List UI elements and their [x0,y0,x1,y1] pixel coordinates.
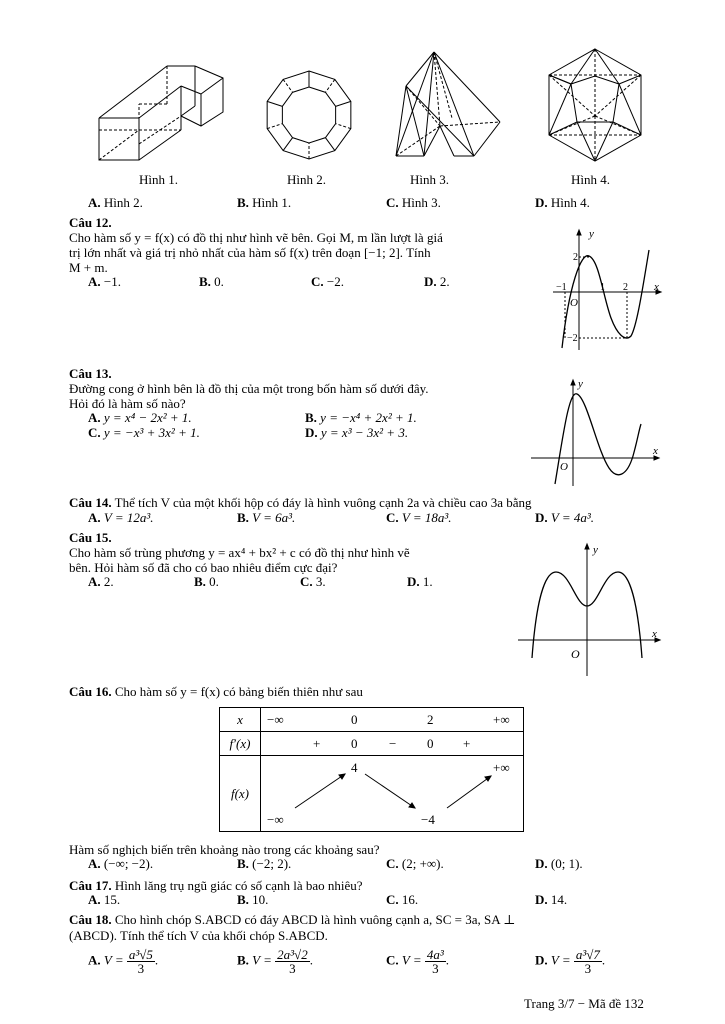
vt-x-pos-inf: +∞ [493,712,510,727]
q12-option-a[interactable]: A. −1. [88,274,121,289]
vt-x-label: x [220,708,261,732]
q17-option-a[interactable]: A. 15. [88,892,121,907]
q14-title: Câu 14. [69,495,112,510]
q11-option-c[interactable]: C. Hình 3. [386,195,441,210]
vt-x-row [261,708,524,732]
vt-arrow-up-2 [447,776,491,808]
q18-option-c[interactable]: C. V = $\frac{\text{4a³}}{3}$ . [386,947,450,976]
q16-option-c[interactable]: C. (2; +∞). [386,856,444,871]
q13-graph-origin: O [560,461,568,473]
q13-option-c[interactable]: C. y = −x³ + 3x² + 1. [88,425,200,440]
q15-option-b[interactable]: B. 0. [194,574,219,589]
q15-title: Câu 15. [69,530,112,545]
q12-graph-tick-x1: 1 [600,282,605,293]
vt-arrows [261,756,523,832]
vt-x-neg-inf: −∞ [267,712,284,727]
vt-fp-sign-3: + [463,736,471,751]
q12-graph-tick-ym2: −2 [567,333,578,344]
vt-f-pos-inf: +∞ [493,760,510,775]
figure-1-solid [95,58,235,168]
page-footer: Trang 3/7 − Mã đề 132 [524,996,644,1011]
q13-graph-y-label: y [578,378,583,390]
q18-option-b-fraction: $\frac{\text{2a³√2}}{3}$ [277,947,308,976]
figure-caption-2: Hình 2. [287,172,326,187]
q15-graph-origin: O [571,647,580,661]
q13-graph-x-label: x [653,445,658,457]
vt-fp-row [261,732,524,756]
vt-fp-zero-2: 0 [427,736,434,751]
q14-option-c[interactable]: C. V = 18a³. [386,510,452,525]
q15-option-a[interactable]: A. 2. [88,574,114,589]
q11-option-b[interactable]: B. Hình 1. [237,195,292,210]
q11-option-a[interactable]: A. Hình 2. [88,195,143,210]
q15-option-d[interactable]: D. 1. [407,574,433,589]
figure-caption-1: Hình 1. [139,172,178,187]
q15-graph [514,540,664,678]
q15-graph-x-label: x [652,628,657,640]
vt-fp-zero-1: 0 [351,736,358,751]
q12-text-line-3: M + m. [69,260,108,275]
q18-option-a-fraction: $\frac{\text{a³√5}}{3}$ [128,947,153,976]
figure-caption-4: Hình 4. [571,172,610,187]
q17-option-c[interactable]: C. 16. [386,892,419,907]
q16-text: Cho hàm số y = f(x) có bảng biến thiên như sau [114,684,363,699]
figure-caption-3: Hình 3. [410,172,449,187]
vt-fp-sign-2: − [389,736,397,751]
vt-f-row [261,756,524,832]
q17-title: Câu 17. [69,878,112,893]
q15-option-c[interactable]: C. 3. [300,574,326,589]
q16-option-d[interactable]: D. (0; 1). [535,856,583,871]
figure-4-icosahedron [543,46,647,164]
q13-text-line-1: Đường cong ở hình bên là đồ thị của một trong bốn hàm số dưới đây. [69,381,429,396]
variation-table [219,707,524,832]
vt-f-label: f(x) [220,756,261,832]
q17-option-d[interactable]: D. 14. [535,892,568,907]
figure-3-pyramid-solid [392,48,502,158]
vt-fp-sign-1: + [313,736,321,751]
q13-option-a[interactable]: A. y = x⁴ − 2x² + 1. [88,410,192,425]
vt-x-2: 2 [427,712,434,727]
q12-option-b[interactable]: B. 0. [199,274,224,289]
q12-graph-origin: O [570,297,578,309]
vt-f-min: −4 [421,812,435,827]
q18-option-a[interactable]: A. V = $\frac{\text{a³√5}}{3}$ . [88,947,159,976]
q17-option-b[interactable]: B. 10. [237,892,269,907]
q14-option-a[interactable]: A. V = 12a³. [88,510,154,525]
q11-option-d[interactable]: D. Hình 4. [535,195,590,210]
q14-question [69,495,532,510]
vt-f-neg-inf: −∞ [267,812,284,827]
figure-2-dodecahedron [262,68,356,162]
q17-text: Hình lăng trụ ngũ giác có số cạnh là bao nhiêu? [114,878,363,893]
q17-question [69,878,363,893]
q12-graph-y-label: y [589,228,594,240]
q12-text-line-2: trị lớn nhất và giá trị nhỏ nhất của hàm số f(x) trên đoạn [−1; 2]. Tính [69,245,431,260]
q12-graph-tick-x2: 2 [623,282,628,293]
vt-fp-label: f′(x) [220,732,261,756]
q16-prompt: Hàm số nghịch biến trên khoảng nào trong các khoảng sau? [69,842,380,857]
q18-text-1: Cho hình chóp S.ABCD có đáy ABCD là hình vuông cạnh a, SC = 3a, SA ⊥ [114,912,516,927]
q18-option-b[interactable]: B. V = $\frac{\text{2a³√2}}{3}$ . [237,947,313,976]
q12-graph-tick-xm1: −1 [556,282,567,293]
vt-f-max: 4 [351,760,358,775]
q13-text-line-2: Hỏi đó là hàm số nào? [69,396,186,411]
q14-option-b[interactable]: B. V = 6a³. [237,510,296,525]
q12-graph-x-label: x [654,281,659,293]
q16-question [69,684,363,699]
vt-arrow-down [365,774,415,808]
q18-option-c-fraction: $\frac{\text{4a³}}{3}$ [426,947,444,976]
q14-text: Thể tích V của một khối hộp có đáy là hình vuông cạnh 2a và chiều cao 3a bằng [114,495,532,510]
q15-text-line-2: bên. Hỏi hàm số đã cho có bao nhiêu điểm cực đại? [69,560,338,575]
q12-option-d[interactable]: D. 2. [424,274,450,289]
q13-option-d[interactable]: D. y = x³ − 3x² + 3. [305,425,409,440]
q15-text-line-1: Cho hàm số trùng phương y = ax⁴ + bx² + c có đồ thị như hình vẽ [69,545,410,560]
q18-question-line-2: (ABCD). Tính thể tích V của khối chóp S.ABCD. [69,928,328,943]
q18-title: Câu 18. [69,912,112,927]
q12-title: Câu 12. [69,215,112,230]
vt-x-0: 0 [351,712,358,727]
q13-option-b[interactable]: B. y = −x⁴ + 2x² + 1. [305,410,417,425]
q12-text-line-1: Cho hàm số y = f(x) có đồ thị như hình vẽ bên. Gọi M, m lần lượt là giá [69,230,443,245]
q12-graph [545,226,665,356]
q14-option-d[interactable]: D. V = 4a³. [535,510,595,525]
q12-graph-tick-y2: 2 [573,252,578,263]
q16-title: Câu 16. [69,684,112,699]
q18-question-line-1 [69,912,515,927]
q13-title: Câu 13. [69,366,112,381]
q16-option-b[interactable]: B. (−2; 2). [237,856,292,871]
vt-arrow-up-1 [295,774,345,808]
q15-graph-y-label: y [593,544,598,556]
q12-option-c[interactable]: C. −2. [311,274,344,289]
q18-option-d-fraction: $\frac{\text{a³√7}}{3}$ [575,947,600,976]
q13-graph [527,376,663,488]
q18-option-d[interactable]: D. V = $\frac{\text{a³√7}}{3}$ . [535,947,606,976]
q16-option-a[interactable]: A. (−∞; −2). [88,856,154,871]
